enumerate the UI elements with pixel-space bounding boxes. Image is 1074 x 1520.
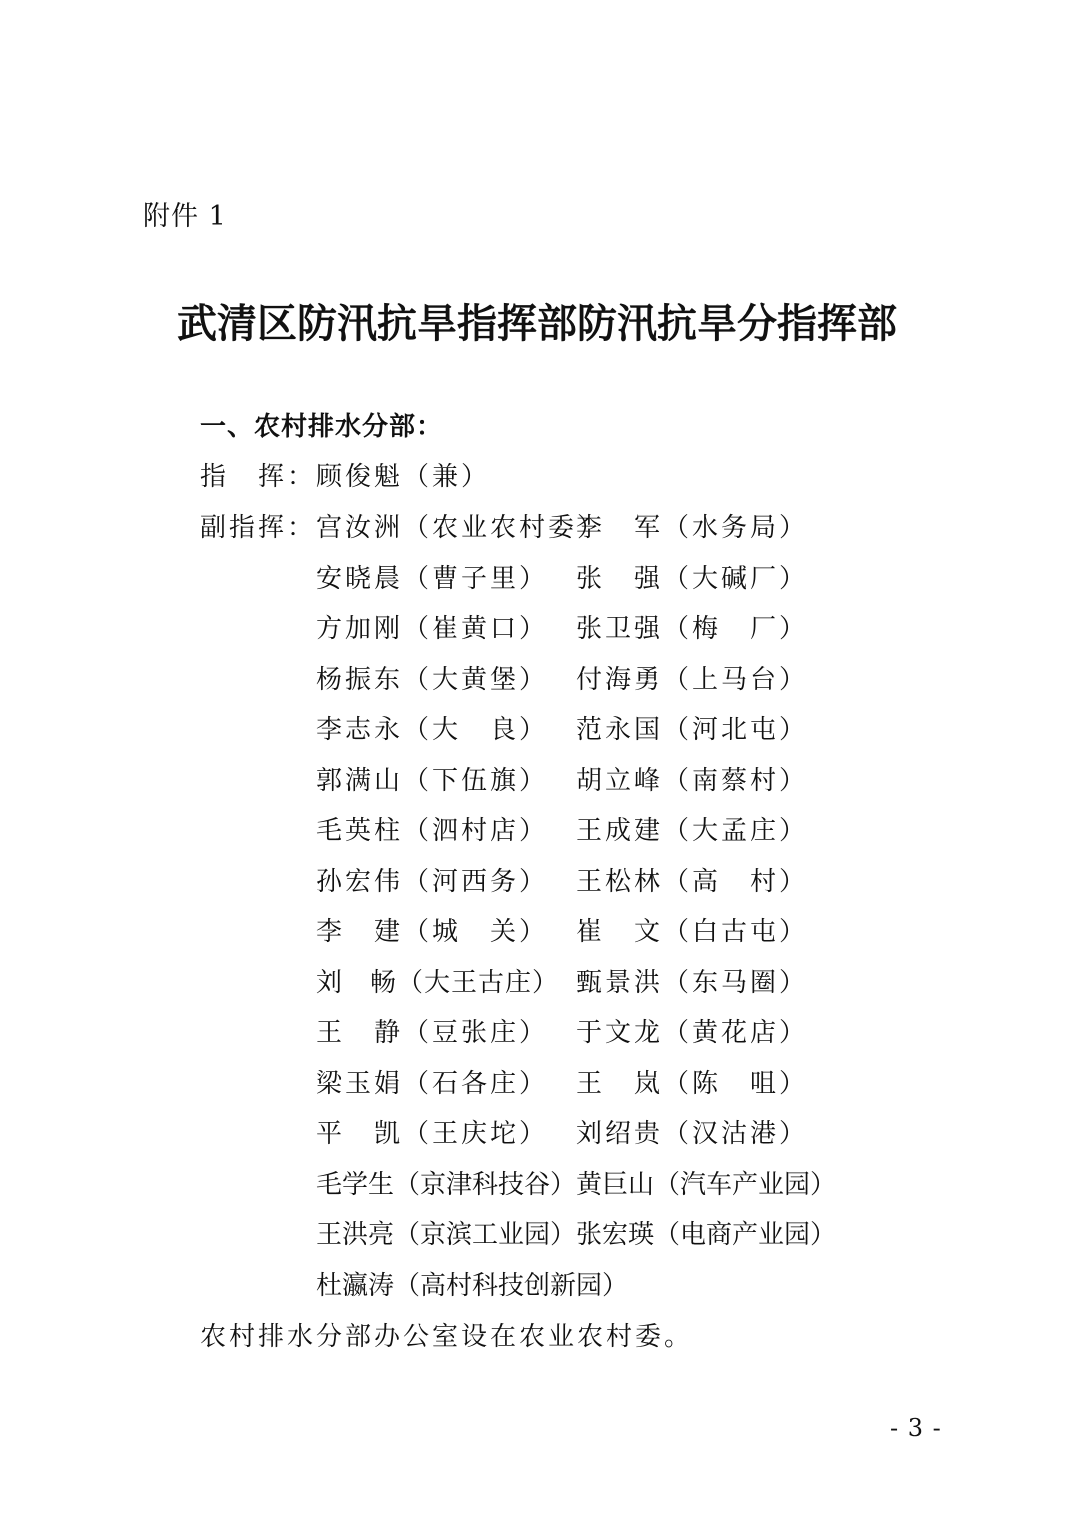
deputy-entry: 李 建（城 关） [316,917,549,947]
commander-name: 顾俊魁（兼） [316,462,491,492]
deputy-entry: 于文龙（黄花店） [576,1018,809,1048]
deputy-entry: 张宏瑛（电商产业园） [576,1220,837,1250]
deputy-label: 副指挥： [200,513,317,543]
deputy-entry: 张 强（大碱厂） [576,564,809,594]
deputy-entry: 黄巨山（汽车产业园） [576,1170,837,1200]
attachment-label: 附件 1 [143,201,227,232]
deputy-entry: 李 军（水务局） [576,513,809,543]
office-note: 农村排水分部办公室设在农业农村委。 [200,1322,694,1352]
commander-label: 指 挥： [200,462,317,492]
section-heading: 一、农村排水分部： [200,412,444,442]
deputy-entry: 甄景洪（东马圈） [576,968,809,998]
deputy-entry: 方加刚（崔黄口） [316,614,549,644]
deputy-entry: 付海勇（上马台） [576,665,809,695]
page-number: - 3 - [890,1414,942,1442]
deputy-entry: 李志永（大 良） [316,715,549,745]
document-title: 武清区防汛抗旱指挥部防汛抗旱分指挥部 [177,301,897,347]
deputy-entry: 杜瀛涛（高村科技创新园） [316,1271,629,1301]
deputy-entry: 郭满山（下伍旗） [316,766,549,796]
deputy-entry: 王 静（豆张庄） [316,1018,549,1048]
deputy-entry: 张卫强（梅 厂） [576,614,809,644]
deputy-entry: 平 凯（王庆坨） [316,1119,549,1149]
deputy-entry: 王洪亮（京滨工业园） [316,1220,577,1250]
deputy-entry: 刘绍贵（汉沽港） [576,1119,809,1149]
deputy-entry: 杨振东（大黄堡） [316,665,549,695]
deputy-entry: 范永国（河北屯） [576,715,809,745]
deputy-entry: 孙宏伟（河西务） [316,867,549,897]
deputy-entry: 梁玉娟（石各庄） [316,1069,549,1099]
deputy-entry: 王松林（高 村） [576,867,809,897]
deputy-entry: 安晓晨（曹子里） [316,564,549,594]
deputy-entry: 王 岚（陈 咀） [576,1069,809,1099]
deputy-entry: 毛英柱（泗村店） [316,816,549,846]
deputy-entry: 毛学生（京津科技谷） [316,1170,577,1200]
deputy-entry: 崔 文（白古屯） [576,917,809,947]
deputy-entry: 胡立峰（南蔡村） [576,766,809,796]
deputy-entry: 刘 畅（大王古庄） [316,968,560,998]
deputy-entry: 王成建（大孟庄） [576,816,809,846]
deputy-entry: 宫汝洲（农业农村委） [316,513,607,543]
